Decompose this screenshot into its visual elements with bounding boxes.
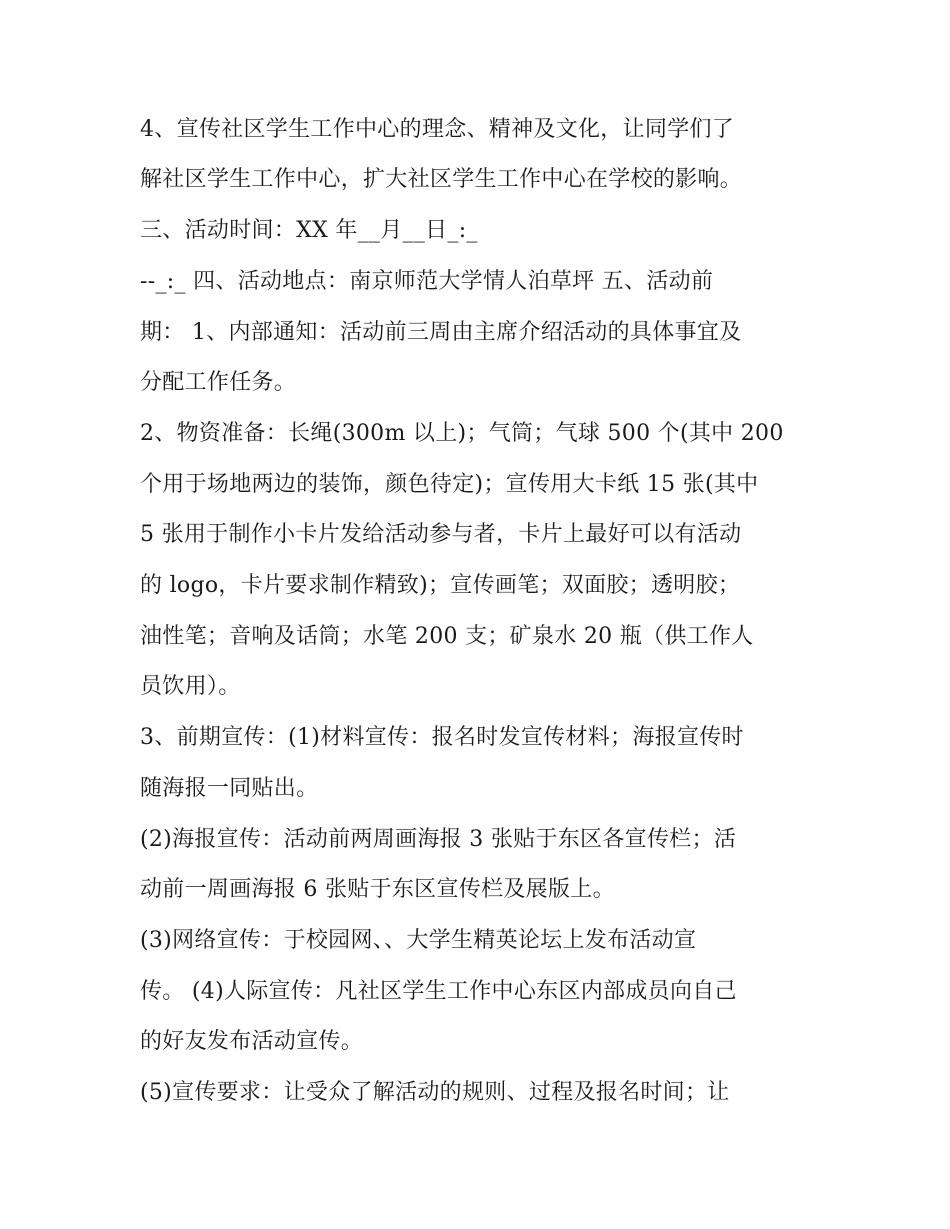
- text-line: 动前一周画海报 6 张贴于东区宣传栏及展版上。: [140, 877, 615, 902]
- text-line: (5)宣传要求：让受众了解活动的规则、过程及报名时间；让: [140, 1080, 730, 1105]
- text-line: (3)网络宣传：于校园网、、大学生精英论坛上发布活动宣: [140, 928, 697, 953]
- text-line: 的 logo，卡片要求制作精致)；宣传画笔；双面胶；透明胶；: [140, 573, 741, 598]
- text-line: 个用于场地两边的装饰，颜色待定)；宣传用大卡纸 15 张(其中: [140, 472, 759, 497]
- text-line: 解社区学生工作中心，扩大社区学生工作中心在学校的影响。: [140, 167, 743, 192]
- text-line: 的好友发布活动宣传。: [140, 1029, 364, 1054]
- text-line: 油性笔；音响及话筒；水笔 200 支；矿泉水 20 瓶（供工作人: [140, 624, 754, 649]
- text-line: 分配工作任务。: [140, 370, 297, 395]
- text-line: 随海报一同贴出。: [140, 776, 319, 801]
- text-line: 三、活动时间：XX 年__月__日_:_: [140, 218, 478, 243]
- text-line: 传。 (4)人际宣传：凡社区学生工作中心东区内部成员向自己: [140, 979, 737, 1004]
- text-line: 3、前期宣传：(1)材料宣传：报名时发宣传材料；海报宣传时: [140, 725, 744, 750]
- text-line: (2)海报宣传：活动前两周画海报 3 张贴于东区各宣传栏；活: [140, 827, 737, 852]
- text-line: 5 张用于制作小卡片发给活动参与者，卡片上最好可以有活动: [140, 522, 742, 547]
- text-line: 员饮用）。: [140, 674, 241, 699]
- text-line: 2、物资准备：长绳(300m 以上)；气筒；气球 500 个(其中 200: [140, 421, 784, 446]
- text-line: --_:_ 四、活动地点：南京师范大学情人泊草坪 五、活动前: [140, 269, 714, 294]
- text-line: 4、宣传社区学生工作中心的理念、精神及文化，让同学们了: [140, 117, 735, 142]
- text-line: 期： 1、内部通知：活动前三周由主席介绍活动的具体事宜及: [140, 320, 742, 345]
